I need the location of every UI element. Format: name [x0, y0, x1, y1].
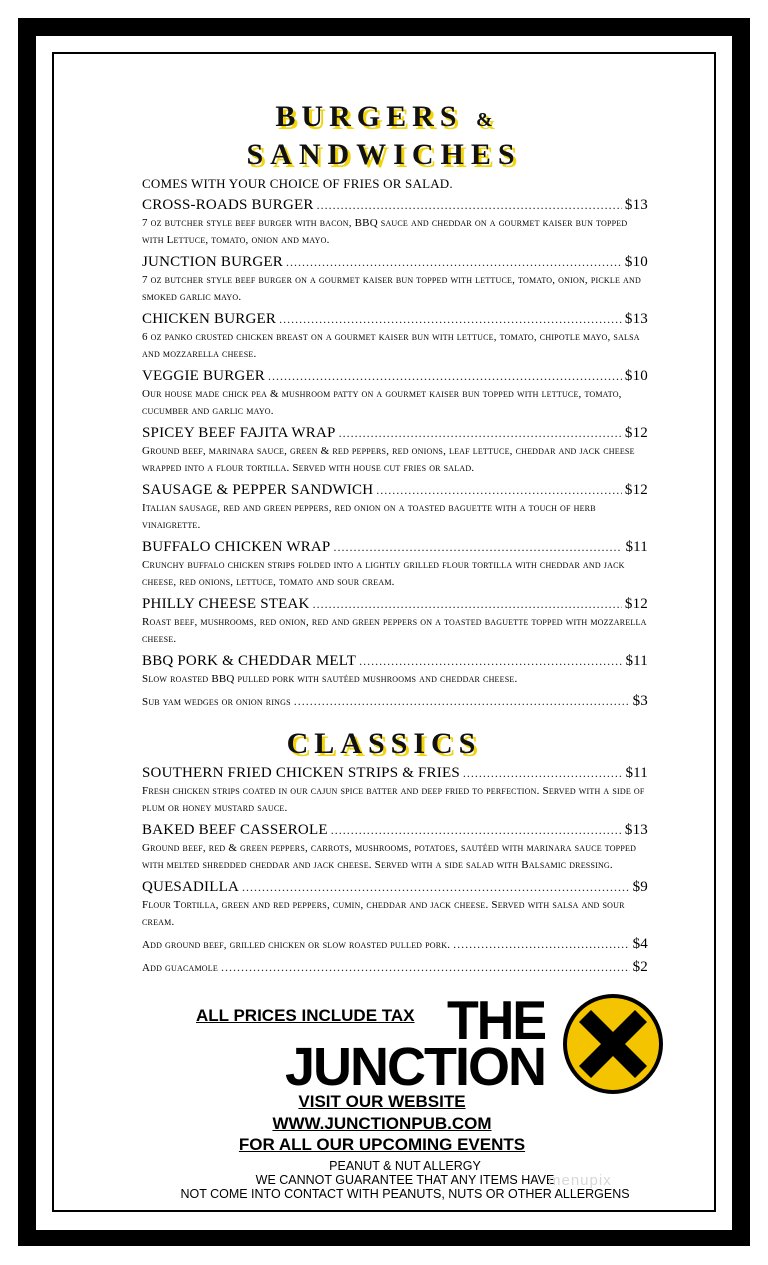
logo-the-text: THE [447, 990, 545, 1052]
item-description: Ground beef, marinara sauce, green & red peppers, red onions, leaf lettuce, cheddar and jack cheese wrapped into a flour tortilla. Served with house cut fries or salad. [142, 445, 635, 474]
allergy-line-2: NOT COME INTO CONTACT WITH PEANUTS, NUTS OR OTHER ALLERGENS [180, 1187, 630, 1201]
item-description: Italian sausage, red and green peppers, red onion on a toasted baguette with a touch of herb vinaigrette. [142, 502, 596, 531]
item-name: QUESADILLA [142, 879, 239, 895]
item-price: $13 [624, 822, 648, 838]
dot-leader [242, 878, 630, 897]
item-name: SPICEY BEEF FAJITA WRAP [142, 425, 336, 441]
item-name: VEGGIE BURGER [142, 368, 266, 384]
dot-leader [294, 692, 630, 711]
menu-item [142, 595, 648, 648]
burgers-ampersand: & [475, 109, 493, 131]
menu-item [142, 481, 648, 534]
menu-extra-row [142, 935, 648, 955]
dot-leader [221, 958, 630, 977]
item-description: Roast beef, mushrooms, red onion, red and green peppers on a toasted baguette topped with mozzarella cheese. [142, 616, 647, 645]
menu-item [142, 310, 648, 363]
item-price: $13 [624, 197, 648, 213]
allergy-line-1: WE CANNOT GUARANTEE THAT ANY ITEMS HAVE [255, 1173, 555, 1187]
item-price: $9 [632, 879, 648, 895]
classic-extras-list [142, 935, 648, 978]
dot-leader [453, 935, 629, 954]
item-description: Flour Tortilla, green and red peppers, cumin, cheddar and jack cheese. Served with salsa and sour cream. [142, 899, 625, 928]
allergy-heading: PEANUT & NUT ALLERGY [329, 1159, 481, 1173]
item-name: BUFFALO CHICKEN WRAP [142, 539, 331, 555]
classics-section [142, 764, 648, 978]
item-description: Crunchy buffalo chicken strips folded into a lightly grilled flour tortilla with cheddar and jack cheese, red onions, lettuce, tomato and sour cream. [142, 559, 625, 588]
item-name: BAKED BEEF CASSEROLE [142, 822, 328, 838]
burgers-intro: COMES WITH YOUR CHOICE OF FRIES OR SALAD. [142, 176, 453, 191]
menu-item [142, 367, 648, 420]
item-price: $11 [625, 765, 648, 781]
dot-leader [333, 538, 622, 557]
burgers-section [142, 176, 648, 712]
dot-leader [317, 196, 622, 215]
tax-note: ALL PRICES INCLUDE TAX [196, 1006, 415, 1025]
menu-item [142, 821, 648, 874]
menu-item [142, 764, 648, 817]
dot-leader [331, 821, 622, 840]
dot-leader [463, 764, 623, 783]
item-description: Slow roasted BBQ pulled pork with sautéed mushrooms and cheddar cheese. [142, 673, 518, 685]
dot-leader [313, 595, 622, 614]
item-name: Add guacamole [142, 962, 218, 974]
item-price: $2 [632, 959, 648, 975]
visit-website-link[interactable]: VISIT OUR WEBSITE [298, 1092, 466, 1111]
dot-leader [339, 424, 622, 443]
item-description: Fresh chicken strips coated in our cajun spice batter and deep fried to perfection. Served with a side of plum or honey mustard sauce. [142, 785, 645, 814]
sandwiches-heading: SANDWICHES [246, 138, 522, 171]
menu-item [142, 196, 648, 249]
classic-items-list [142, 764, 648, 931]
item-name: SAUSAGE & PEPPER SANDWICH [142, 482, 374, 498]
item-price: $12 [624, 425, 648, 441]
item-name: SOUTHERN FRIED CHICKEN STRIPS & FRIES [142, 765, 460, 781]
item-description: Our house made chick pea & mushroom patty on a gourmet kaiser bun topped with lettuce, tomato, cucumber and garlic mayo. [142, 388, 622, 417]
logo-junction-text: JUNCTION [285, 1037, 546, 1097]
watermark-text: menupix [548, 1172, 612, 1189]
item-name: PHILLY CHEESE STEAK [142, 596, 310, 612]
extra-price: $3 [632, 693, 648, 709]
item-description: 7 oz butcher style beef burger on a gourmet kaiser bun topped with lettuce, tomato, onion, pickle and smoked garlic mayo. [142, 274, 641, 303]
item-name: Add ground beef, grilled chicken or slow roasted pulled pork. [142, 939, 451, 951]
item-description: 6 oz panko crusted chicken breast on a gourmet kaiser bun with lettuce, tomato, chipotle mayo, salsa and mozzarella cheese. [142, 331, 640, 360]
burgers-title: BURGERS [275, 100, 463, 133]
dot-leader [286, 253, 622, 272]
dot-leader [268, 367, 622, 386]
menu-item [142, 253, 648, 306]
website-url-link[interactable]: WWW.JUNCTIONPUB.COM [272, 1114, 492, 1133]
item-description: 7 oz butcher style beef burger with bacon, BBQ sauce and cheddar on a gourmet kaiser bun topped with Lettuce, tomato, onion and mayo. [142, 217, 628, 246]
item-price: $12 [624, 596, 648, 612]
menu-item [142, 878, 648, 931]
dot-leader [359, 652, 622, 671]
item-price: $11 [625, 539, 648, 555]
item-description: Ground beef, red & green peppers, carrots, mushrooms, potatoes, sautéed with marinara sauce topped with melted shredded cheddar and jack cheese. Served with a side salad with Balsamic dressing. [142, 842, 637, 871]
item-price: $4 [632, 936, 648, 952]
junction-x-logo-icon [561, 992, 665, 1096]
item-price: $12 [624, 482, 648, 498]
item-name: JUNCTION BURGER [142, 254, 283, 270]
item-name: CHICKEN BURGER [142, 311, 277, 327]
menu-extra-row [142, 958, 648, 978]
item-name: CROSS-ROADS BURGER [142, 197, 314, 213]
dot-leader [376, 481, 622, 500]
item-price: $11 [625, 653, 648, 669]
menu-extra-row [142, 692, 648, 712]
item-price: $13 [624, 311, 648, 327]
menu-item [142, 652, 648, 688]
extra-name: Sub yam wedges or onion rings [142, 696, 291, 708]
events-link[interactable]: FOR ALL OUR UPCOMING EVENTS [238, 1135, 526, 1154]
menu-item [142, 538, 648, 591]
burgers-heading [0, 100, 768, 137]
dot-leader [279, 310, 622, 329]
item-price: $10 [624, 254, 648, 270]
menu-item [142, 424, 648, 477]
classics-heading: CLASSICS [286, 727, 482, 760]
burger-items-list [142, 196, 648, 688]
item-name: BBQ PORK & CHEDDAR MELT [142, 653, 357, 669]
item-price: $10 [624, 368, 648, 384]
